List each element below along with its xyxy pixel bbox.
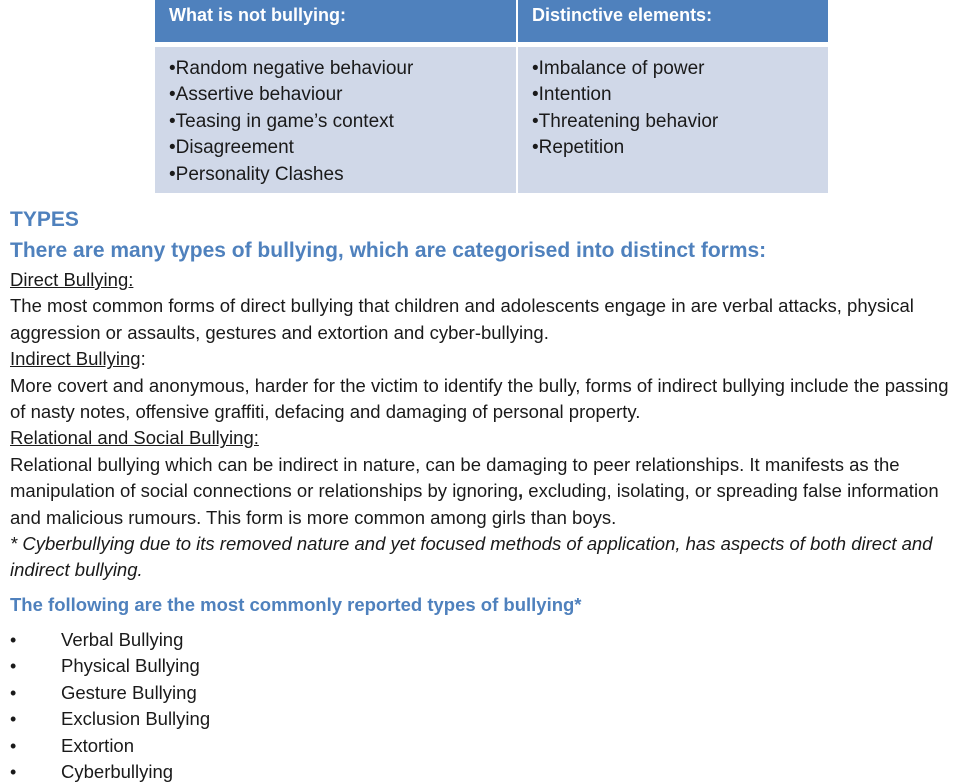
table-item: •Intention [532, 84, 612, 106]
relational-bullying-title-text: Relational and Social Bullying: [10, 427, 259, 449]
relational-bullying-text [10, 452, 960, 531]
bullet-icon: • [10, 709, 17, 730]
table-body-row [155, 47, 828, 193]
table-header-distinctive-elements: Distinctive elements: [518, 0, 828, 42]
table-cell-distinctive-elements [518, 47, 828, 193]
list-item [10, 627, 960, 653]
table-item: •Repetition [532, 137, 625, 159]
list-item [10, 706, 960, 732]
bullet-icon: • [10, 630, 17, 651]
relational-bullying-title [10, 425, 960, 451]
table-item: •Assertive behaviour [169, 84, 343, 106]
table-item: •Imbalance of power [532, 58, 705, 79]
table-header-not-bullying: What is not bullying: [155, 0, 516, 42]
list-item [10, 680, 960, 706]
bullet-icon: • [10, 656, 17, 677]
list-item [10, 759, 960, 782]
list-item-label: Cyberbullying [61, 761, 174, 782]
indirect-title-colon: : [140, 348, 146, 370]
types-section [10, 205, 960, 782]
table-item: •Personality Clashes [169, 163, 344, 185]
table-header-row [155, 0, 828, 42]
relational-bold-comma: , [518, 480, 524, 502]
table-item: •Threatening behavior [532, 110, 719, 132]
bullet-icon: • [10, 735, 17, 756]
indirect-bullying-title-text: Indirect Bullying [10, 348, 141, 370]
list-item-label: Extortion [61, 734, 135, 756]
list-item-label: Gesture Bullying [61, 681, 197, 703]
table-item: •Teasing in game’s context [169, 110, 394, 132]
list-item [10, 653, 960, 679]
list-item-label: Verbal Bullying [61, 629, 184, 651]
table-item: •Random negative behaviour [169, 58, 414, 79]
bullying-types-list [10, 627, 960, 782]
relational-text-a: Relational bullying which can be indirect in nature, can be damaging to peer relationships. It manifests as the manipulation of social connections or relationships by ignoring [10, 453, 900, 502]
list-item-label: Physical Bullying [61, 655, 200, 677]
common-types-heading: The following are the most commonly reported types of bullying* [10, 594, 582, 616]
cyberbullying-note: * Cyberbullying due to its removed nature and yet focused methods of application, has aspects of both direct and indirect bullying. [10, 533, 933, 581]
direct-bullying-title [10, 267, 960, 293]
indirect-bullying-title [10, 346, 960, 372]
bullet-icon: • [10, 762, 17, 782]
indirect-bullying-text: More covert and anonymous, harder for the victim to identify the bully, forms of indirect bullying include the passing of nasty notes, offensive graffiti, defacing and damaging of personal property. [10, 374, 949, 423]
types-heading: TYPES [10, 208, 79, 231]
table-item: •Disagreement [169, 137, 294, 159]
direct-bullying-text: The most common forms of direct bullying that children and adolescents engage in are verbal attacks, physical aggression or assaults, gestures and extortion and cyber-bullying. [10, 295, 914, 343]
intro-heading: There are many types of bullying, which are categorised into distinct forms: [10, 239, 767, 262]
bullet-icon: • [10, 682, 17, 703]
table-cell-not-bullying [155, 47, 516, 193]
direct-bullying-title-text: Direct Bullying: [10, 269, 134, 290]
relational-text-b: excluding, isolating, or spreading false information and malicious rumours. This form is more common among girls than boys. [10, 480, 939, 528]
bullying-table [155, 0, 828, 193]
list-item [10, 733, 960, 759]
list-item-label: Exclusion Bullying [61, 708, 211, 730]
